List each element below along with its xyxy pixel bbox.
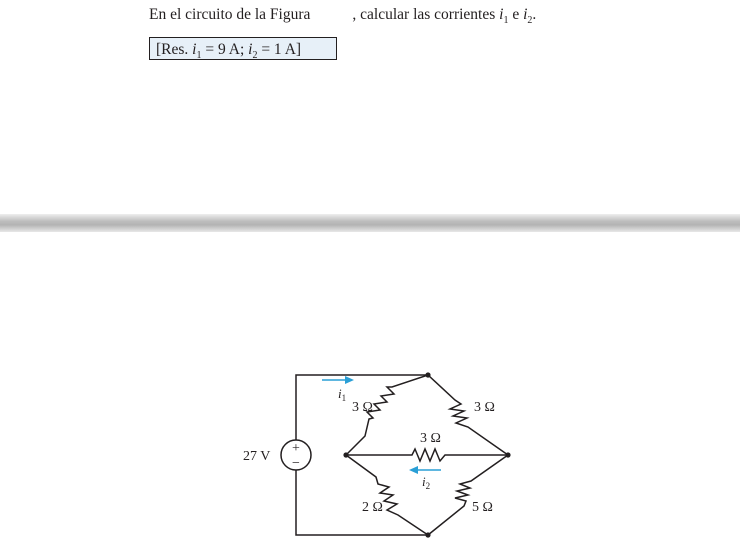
resistor-bottom-right-label: 5 Ω xyxy=(472,500,493,515)
source-voltage-label: 27 V xyxy=(243,449,271,464)
i2-label: $i_2$ xyxy=(422,474,431,491)
node-left xyxy=(343,452,348,457)
page-separator xyxy=(0,214,740,232)
problem-statement xyxy=(149,6,536,26)
answer-i2: $i_2$ xyxy=(248,41,258,62)
problem-intro: En el circuito de la Figura xyxy=(149,6,311,23)
problem-rest: , calcular las corrientes xyxy=(352,6,496,23)
node-bottom xyxy=(425,532,430,537)
current-i1: $i_1$ xyxy=(499,6,509,27)
i1-arrow-icon xyxy=(322,376,354,384)
answer-value-1: = 9 A; xyxy=(205,41,245,58)
answer-open: [Res. xyxy=(156,41,189,58)
node-top xyxy=(425,372,430,377)
resistor-top-left-label: 3 Ω xyxy=(352,400,373,415)
problem-end: . xyxy=(532,6,537,23)
circuit-diagram xyxy=(240,360,520,538)
answer-value-2: = 1 A] xyxy=(261,41,302,58)
answer-i1: $i_1$ xyxy=(192,41,202,62)
resistor-bottom-left-label: 2 Ω xyxy=(362,500,383,515)
node-right xyxy=(505,452,510,457)
source-plus: + xyxy=(292,441,300,456)
resistor-middle-label: 3 Ω xyxy=(420,431,441,446)
current-i2: $i_2$ xyxy=(523,6,533,27)
source-minus: − xyxy=(292,456,300,471)
i2-arrow-icon xyxy=(409,466,441,474)
problem-and: e xyxy=(512,6,520,23)
answer-box xyxy=(149,37,337,60)
resistor-top-right-label: 3 Ω xyxy=(474,400,495,415)
i1-label: $i_1$ xyxy=(338,386,347,403)
